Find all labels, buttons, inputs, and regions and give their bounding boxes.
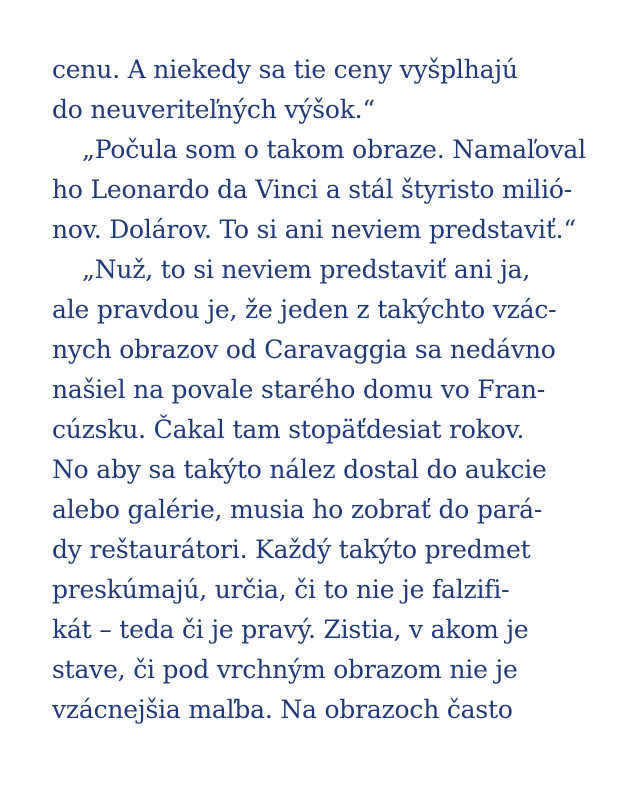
text-line: „Nuž, to si neviem predstaviť ani ja,: [82, 255, 531, 284]
text-line: cenu. A niekedy sa tie ceny vyšplhajú: [52, 55, 518, 84]
text-line: nov. Dolárov. To si ani neviem predstaviť.“: [52, 215, 576, 244]
text-line: našiel na povale starého domu vo Fran-: [52, 375, 546, 404]
text-line: stave, či pod vrchným obrazom nie je: [52, 655, 518, 684]
text-line: alebo galérie, musia ho zobrať do pará-: [52, 495, 543, 524]
text-line: ale pravdou je, že jeden z takýchto vzác-: [52, 295, 557, 324]
text-line: „Počula som o takom obraze. Namaľoval: [82, 135, 586, 164]
body-text: [52, 50, 612, 730]
text-line: do neuveriteľných výšok.“: [52, 95, 375, 124]
text-line: vzácnejšia maľba. Na obrazoch často: [52, 695, 513, 724]
text-line: cúzsku. Čakal tam stopäťdesiat rokov.: [52, 415, 525, 444]
text-line: No aby sa takýto nález dostal do aukcie: [52, 455, 547, 484]
text-line: ho Leonardo da Vinci a stál štyristo milió-: [52, 175, 573, 204]
text-line: nych obrazov od Caravaggia sa nedávno: [52, 335, 556, 364]
text-line: dy reštaurátori. Každý takýto predmet: [52, 535, 531, 564]
text-line: preskúmajú, určia, či to nie je falzifi-: [52, 575, 510, 604]
text-line: kát – teda či je pravý. Zistia, v akom je: [52, 615, 529, 644]
